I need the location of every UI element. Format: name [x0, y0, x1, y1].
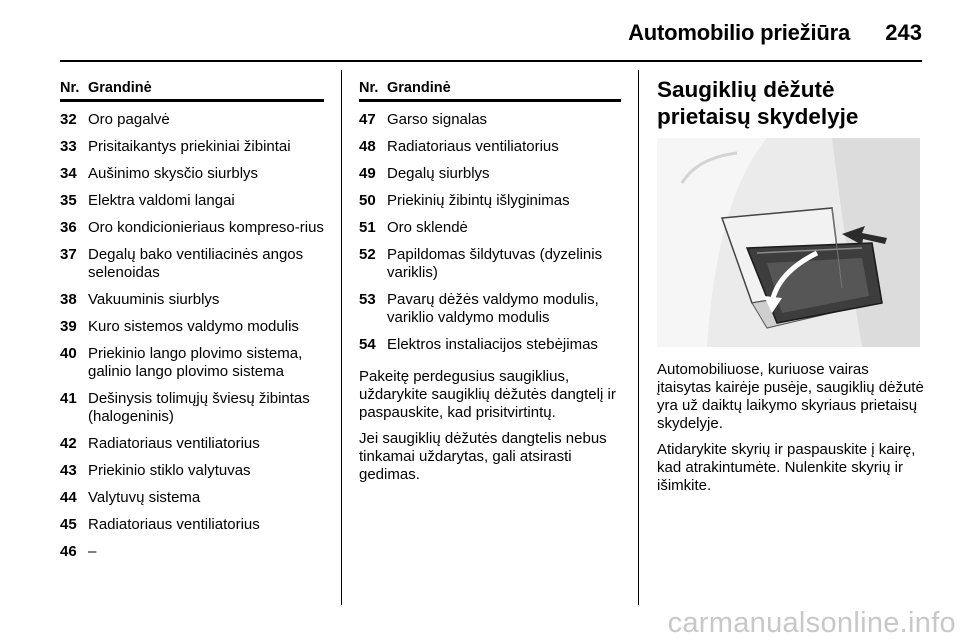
table-row: [60, 219, 324, 237]
circuit-name: Radiatoriaus ventiliatorius: [88, 516, 260, 533]
paragraph: Atidarykite skyrių ir paspauskite į kairę, kad atrakintumėte. Nulenkite skyrių ir išimkite.: [657, 441, 916, 494]
paragraph: Automobiliuose, kuriuose vairas įtaisytas kairėje pusėje, saugiklių dėžutė yra už daiktų laikymo skyriaus prietaisų skydelyje.: [657, 361, 924, 432]
circuit-name: Vakuuminis siurblys: [88, 291, 220, 308]
fuse-number: 50: [359, 192, 376, 209]
circuit-name: Oro kondicionieriaus kompreso-rius: [88, 219, 324, 236]
table-row: [60, 435, 324, 453]
fuse-number: 32: [60, 111, 77, 128]
circuit-name: Oro pagalvė: [88, 111, 170, 128]
header-title: Automobilio priežiūra: [628, 20, 850, 45]
fuse-number: 34: [60, 165, 77, 182]
fuse-number: 52: [359, 246, 376, 263]
circuit-name: Aušinimo skysčio siurblys: [88, 165, 259, 182]
column-divider: [341, 70, 342, 605]
table-row: [60, 192, 324, 210]
circuit-name: Priekinio lango plovimo sistema, galinio lango plovimo sistema: [88, 345, 303, 380]
circuit-name: Priekinio stiklo valytuvas: [88, 462, 251, 479]
fuse-number: 54: [359, 336, 376, 353]
column-header-number: Nr.: [60, 80, 80, 96]
fuse-number: 45: [60, 516, 77, 533]
circuit-name: Valytuvų sistema: [88, 489, 201, 506]
table-row: [60, 246, 324, 282]
fuse-number: 53: [359, 291, 376, 308]
table-header: [359, 80, 621, 102]
column-header-circuit: Grandinė: [387, 80, 451, 96]
table-row: [60, 516, 324, 534]
section-title: Saugiklių dėžutė prietaisų skydelyje: [657, 77, 859, 129]
paragraph: Pakeitę perdegusius saugiklius, uždarykite saugiklių dėžutės dangtelį ir paspauskite, kad prisitvirtintų.: [359, 368, 616, 421]
fuse-number: 43: [60, 462, 77, 479]
table-row: [359, 291, 621, 327]
table-row: [359, 219, 621, 237]
table-row: [359, 336, 621, 354]
table-row: [60, 111, 324, 129]
fuse-number: 44: [60, 489, 77, 506]
fuse-number: 35: [60, 192, 77, 209]
column-header-number: Nr.: [359, 80, 379, 96]
fuse-number: 37: [60, 246, 77, 263]
fuse-table-left: [60, 80, 324, 561]
fuse-number: 49: [359, 165, 376, 182]
fuse-number: 42: [60, 435, 77, 452]
column-header-circuit: Grandinė: [88, 80, 152, 96]
circuit-name: Papildomas šildytuvas (dyzelinis variklis): [387, 246, 603, 281]
circuit-name: Pavarų dėžės valdymo modulis, variklio valdymo modulis: [387, 291, 599, 326]
circuit-name: –: [88, 543, 97, 560]
table-row: [60, 291, 324, 309]
fuse-number: 48: [359, 138, 376, 155]
section-text: [657, 361, 925, 503]
table-row: [60, 165, 324, 183]
table-row: [60, 318, 324, 336]
fuse-number: 47: [359, 111, 376, 128]
table-row: [359, 192, 621, 210]
table-row: [60, 462, 324, 480]
circuit-name: Garso signalas: [387, 111, 488, 128]
table-row: [60, 543, 324, 561]
table-body: [359, 111, 621, 354]
fuse-number: 33: [60, 138, 77, 155]
circuit-name: Degalų bako ventiliacinės angos selenoidas: [88, 246, 304, 281]
paragraph: Jei saugiklių dėžutės dangtelis nebus tinkamai uždarytas, gali atsirasti gedimas.: [359, 430, 607, 483]
column-divider: [638, 70, 639, 605]
fusebox-illustration: [657, 138, 920, 347]
table-row: [359, 246, 621, 282]
table-row: [60, 489, 324, 507]
table-body: [60, 111, 324, 561]
fuse-number: 38: [60, 291, 77, 308]
circuit-name: Radiatoriaus ventiliatorius: [387, 138, 559, 155]
fuse-number: 39: [60, 318, 77, 335]
fuse-table-right: [359, 80, 621, 354]
table-row: [359, 138, 621, 156]
circuit-name: Kuro sistemos valdymo modulis: [88, 318, 299, 335]
table-row: [359, 111, 621, 129]
table-row: [359, 165, 621, 183]
watermark: carmanualsonline.info: [667, 607, 956, 639]
header-rule: [60, 60, 922, 62]
circuit-name: Prisitaikantys priekiniai žibintai: [88, 138, 291, 155]
circuit-name: Oro sklendė: [387, 219, 468, 236]
middle-text: [359, 368, 625, 492]
table-row: [60, 345, 324, 381]
table-row: [60, 138, 324, 156]
circuit-name: Priekinių žibintų išlyginimas: [387, 192, 570, 209]
circuit-name: Dešinysis tolimųjų šviesų žibintas (halogeninis): [88, 390, 310, 425]
table-header: [60, 80, 324, 102]
fuse-number: 46: [60, 543, 77, 560]
fuse-number: 41: [60, 390, 77, 407]
fuse-number: 51: [359, 219, 376, 236]
table-row: [60, 390, 324, 426]
fuse-number: 40: [60, 345, 77, 362]
circuit-name: Degalų siurblys: [387, 165, 490, 182]
circuit-name: Radiatoriaus ventiliatorius: [88, 435, 260, 452]
circuit-name: Elektra valdomi langai: [88, 192, 235, 209]
fuse-number: 36: [60, 219, 77, 236]
page-number: 243: [885, 20, 922, 45]
circuit-name: Elektros instaliacijos stebėjimas: [387, 336, 598, 353]
